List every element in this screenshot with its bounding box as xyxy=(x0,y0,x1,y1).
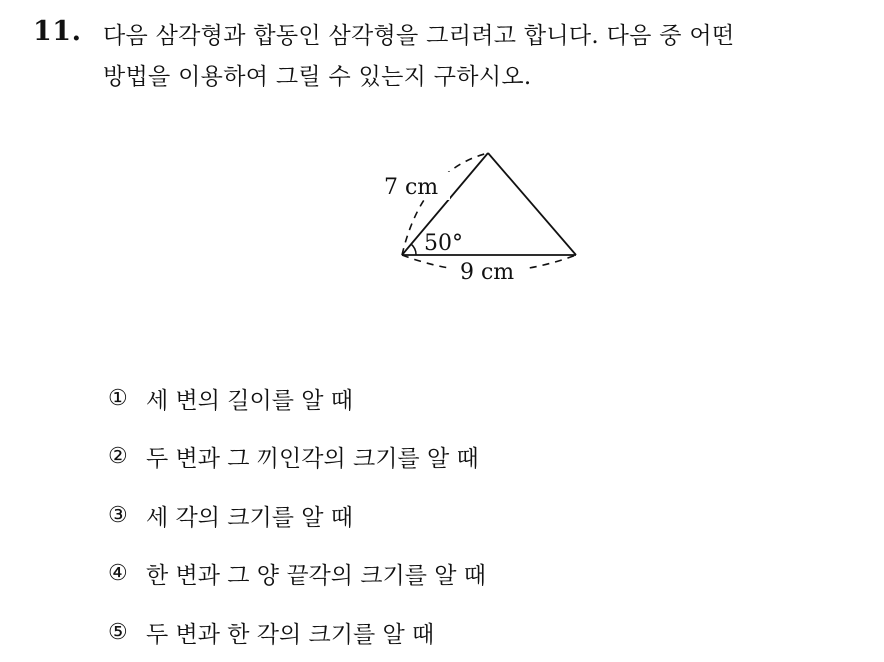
option-2-mark: ② xyxy=(108,444,128,470)
option-1-mark: ① xyxy=(108,385,128,411)
options-list xyxy=(108,369,828,662)
question-text-line1: 다음 삼각형과 합동인 삼각형을 그리려고 합니다. 다음 중 어떤 xyxy=(103,23,735,49)
option-3-text: 세 각의 크기를 알 때 xyxy=(146,504,353,531)
option-5-mark: ⑤ xyxy=(108,619,128,645)
option-3[interactable] xyxy=(108,486,828,545)
option-5[interactable] xyxy=(108,603,828,662)
side-label-left: 7 cm xyxy=(384,175,439,200)
option-1-text: 세 변의 길이를 알 때 xyxy=(146,387,353,414)
triangle-side-right xyxy=(488,153,576,255)
side-label-bottom: 9 cm xyxy=(460,260,515,285)
option-2-text: 두 변과 그 끼인각의 크기를 알 때 xyxy=(146,446,479,473)
question-number: 11. xyxy=(33,16,82,47)
option-4-text: 한 변과 그 양 끝각의 크기를 알 때 xyxy=(146,563,487,590)
angle-label: 50° xyxy=(424,231,463,256)
option-4-mark: ④ xyxy=(108,561,128,587)
option-3-mark: ③ xyxy=(108,502,128,528)
triangle-figure xyxy=(380,140,600,290)
option-4[interactable] xyxy=(108,545,828,604)
option-1[interactable] xyxy=(108,369,828,428)
option-5-text: 두 변과 한 각의 크기를 알 때 xyxy=(146,621,435,648)
angle-arc xyxy=(411,244,416,255)
option-2[interactable] xyxy=(108,428,828,487)
question-text-line2: 방법을 이용하여 그릴 수 있는지 구하시오. xyxy=(103,64,532,90)
